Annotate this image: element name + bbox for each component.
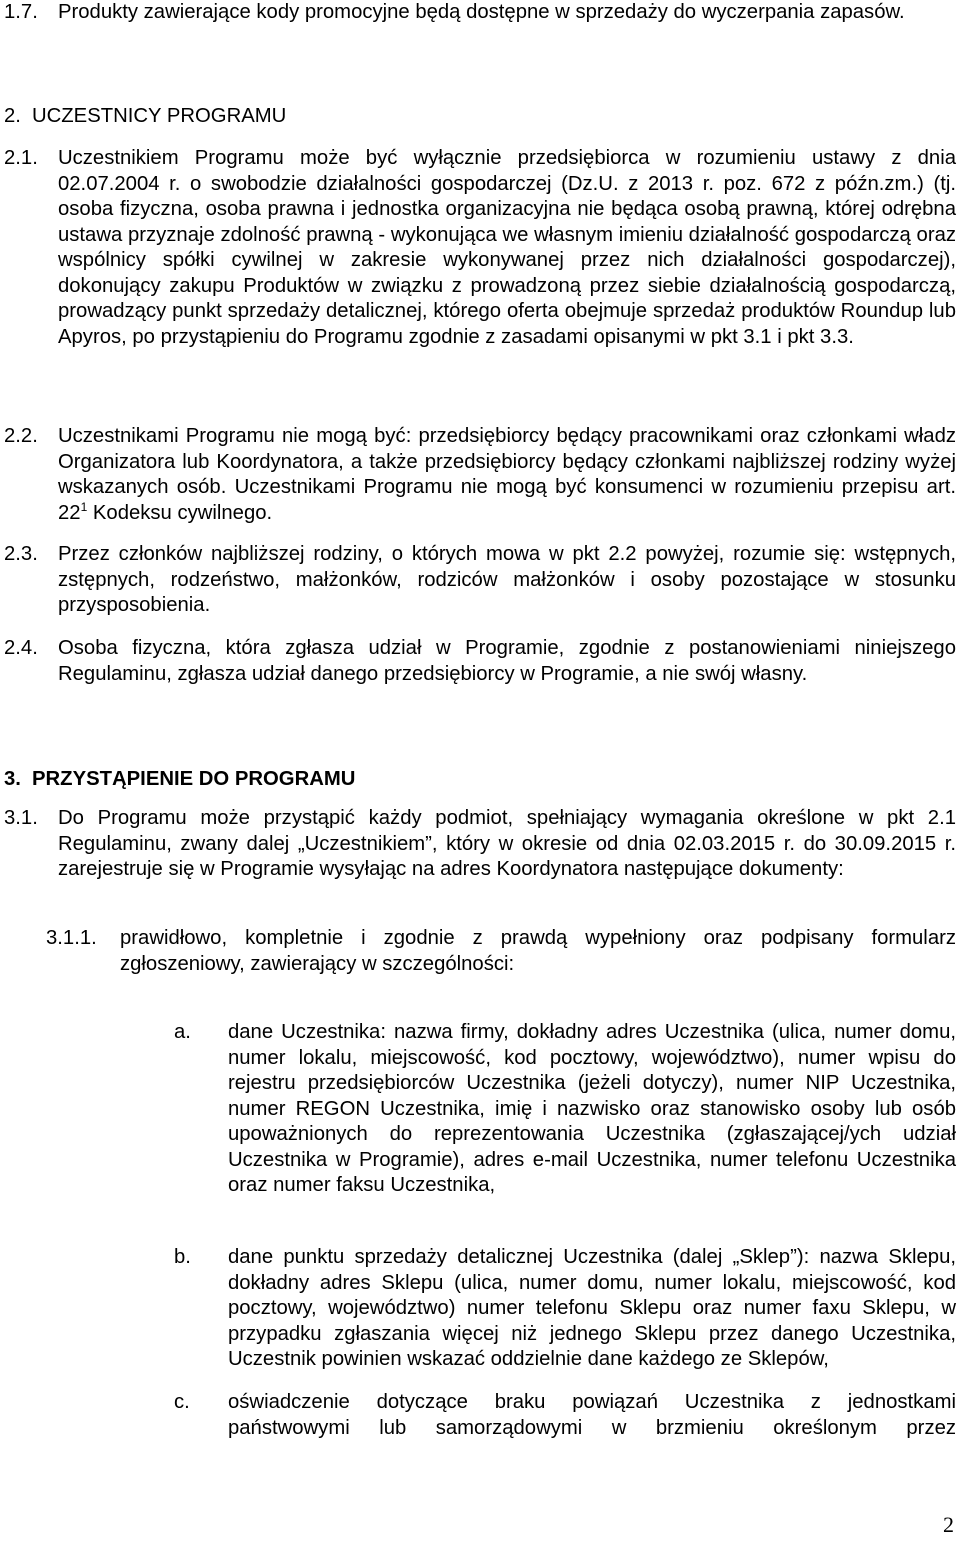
paragraph-text: Uczestnikiem Programu może być wyłącznie przedsiębiorca w rozumieniu ustawy z dnia 02.07.2004 r. o swobodzie działalności gospodarczej (Dz.U. z 2013 r. poz. 672 z późn.zm.) (tj. osoba fizyczna, osoba prawna i jednostka organizacyjna nie będąca osobą prawną, której odrębna ustawa przyznaje zdolność prawną - wykonująca we własnym imieniu działalność gospodarczą oraz wspólnicy spółki cywilnej w zakresie wykonywanej przez nich działalności gospodarczej), dokonujący zakupu Produktów w związku z prowadzoną przez siebie działalnością gospodarczą, prowadzący punkt sprzedaży detalicznej, którego oferta obejmuje sprzedaż produktów Roundup lub Apyros, po przystąpieniu do Programu zgodnie z zasadami opisanymi w pkt 3.1 i pkt 3.3.: [58, 147, 956, 348]
paragraph-text: Do Programu może przystąpić każdy podmiot, spełniający wymagania określone w pkt 2.1 Regulaminu, zwany dalej „Uczestnikiem”, który w okresie od dnia 02.03.2015 r. do 30.09.2015 r. zarejestruje się w Programie wysyłając na adres Koordynatora następujące dokumenty:: [58, 807, 956, 880]
paragraph-number: 2.2.: [4, 425, 38, 447]
paragraph-number: 2.3.: [4, 543, 38, 565]
list-item-marker: a.: [174, 1021, 191, 1043]
paragraph-number: 1.7.: [4, 1, 38, 23]
list-item-c: [174, 1390, 956, 1441]
list-item-b: [174, 1245, 956, 1373]
superscript: 1: [80, 499, 88, 514]
paragraph-text-part: Kodeksu cywilnego.: [87, 501, 273, 524]
list-item-text: oświadczenie dotyczące braku powiązań Uczestnika z jednostkami państwowymi lub samorządowymi w brzmieniu określonym przez: [228, 1391, 956, 1439]
paragraph-2-1: [4, 146, 956, 350]
list-item-marker: b.: [174, 1246, 191, 1268]
list-item-text: dane Uczestnika: nazwa firmy, dokładny adres Uczestnika (ulica, numer domu, numer lokalu, miejscowość, kod pocztowy, województwo), numer wpisu do rejestru przedsiębiorców Uczestnika (jeżeli dotyczy), numer NIP Uczestnika, numer REGON Uczestnika, imię i nazwisko oraz stanowisko osoby lub osób upoważnionych do reprezentowania Uczestnika (zgłaszającej/ych udział Uczestnika w Programie), adres e-mail Uczestnika, numer telefonu Uczestnika oraz numer faksu Uczestnika,: [228, 1021, 956, 1196]
section-number: 2.: [4, 105, 21, 127]
section-number: 3.: [4, 768, 21, 790]
list-item-text: dane punktu sprzedaży detalicznej Uczestnika (dalej „Sklep”): nazwa Sklepu, dokładny adres Sklepu (ulica, numer domu, numer lokalu, miejscowość, kod pocztowy, województwo) numer telefonu Sklepu oraz numer faxu Sklepu, w przypadku zgłaszania więcej niż jednego Sklepu przez danego Uczestnika, Uczestnik powinien wskazać oddzielnie dane każdego ze Sklepów,: [228, 1246, 956, 1370]
paragraph-3-1: [4, 806, 956, 883]
paragraph-number: 3.1.: [4, 807, 38, 829]
paragraph-text: prawidłowo, kompletnie i zgodnie z prawdą wypełniony oraz podpisany formularz zgłoszeniowy, zawierający w szczególności:: [120, 927, 956, 975]
page-number: 2: [943, 1512, 954, 1537]
paragraph-text: Osoba fizyczna, która zgłasza udział w Programie, zgodnie z postanowieniami niniejszego Regulaminu, zgłasza udział danego przedsiębiorcy w Programie, a nie swój własny.: [58, 637, 956, 685]
section-heading-3: [4, 767, 956, 793]
list-item-marker: c.: [174, 1391, 190, 1413]
paragraph-1-7: [4, 0, 956, 26]
section-title: UCZESTNICY PROGRAMU: [32, 105, 287, 127]
list-item-a: [174, 1020, 956, 1199]
paragraph-number: 2.4.: [4, 637, 38, 659]
paragraph-text: [58, 424, 956, 526]
paragraph-2-3: [4, 542, 956, 619]
paragraph-number: 3.1.1.: [46, 927, 97, 949]
paragraph-3-1-1: [46, 926, 956, 977]
paragraph-text-part: Uczestnikami Programu nie mogą być: przedsiębiorcy będący pracownikami oraz członkami władz Organizatora lub Koordynatora, a także przedsiębiorcy będący członkami najbliższej rodziny wyżej wskazanych osób. Uczestnikami Programu nie mogą być konsumenci w rozumieniu przepisu art. 22: [58, 425, 956, 524]
paragraph-text: Produkty zawierające kody promocyjne będą dostępne w sprzedaży do wyczerpania zapasów.: [58, 1, 905, 23]
paragraph-2-2: [4, 424, 956, 526]
paragraph-2-4: [4, 636, 956, 687]
paragraph-text: Przez członków najbliższej rodziny, o których mowa w pkt 2.2 powyżej, rozumie się: wstępnych, zstępnych, rodzeństwo, małżonków, rodziców małżonków i osoby pozostające w stosunku przysposobienia.: [58, 543, 956, 616]
paragraph-number: 2.1.: [4, 147, 38, 169]
section-title: PRZYSTĄPIENIE DO PROGRAMU: [32, 768, 356, 790]
section-heading-2: [4, 104, 956, 130]
